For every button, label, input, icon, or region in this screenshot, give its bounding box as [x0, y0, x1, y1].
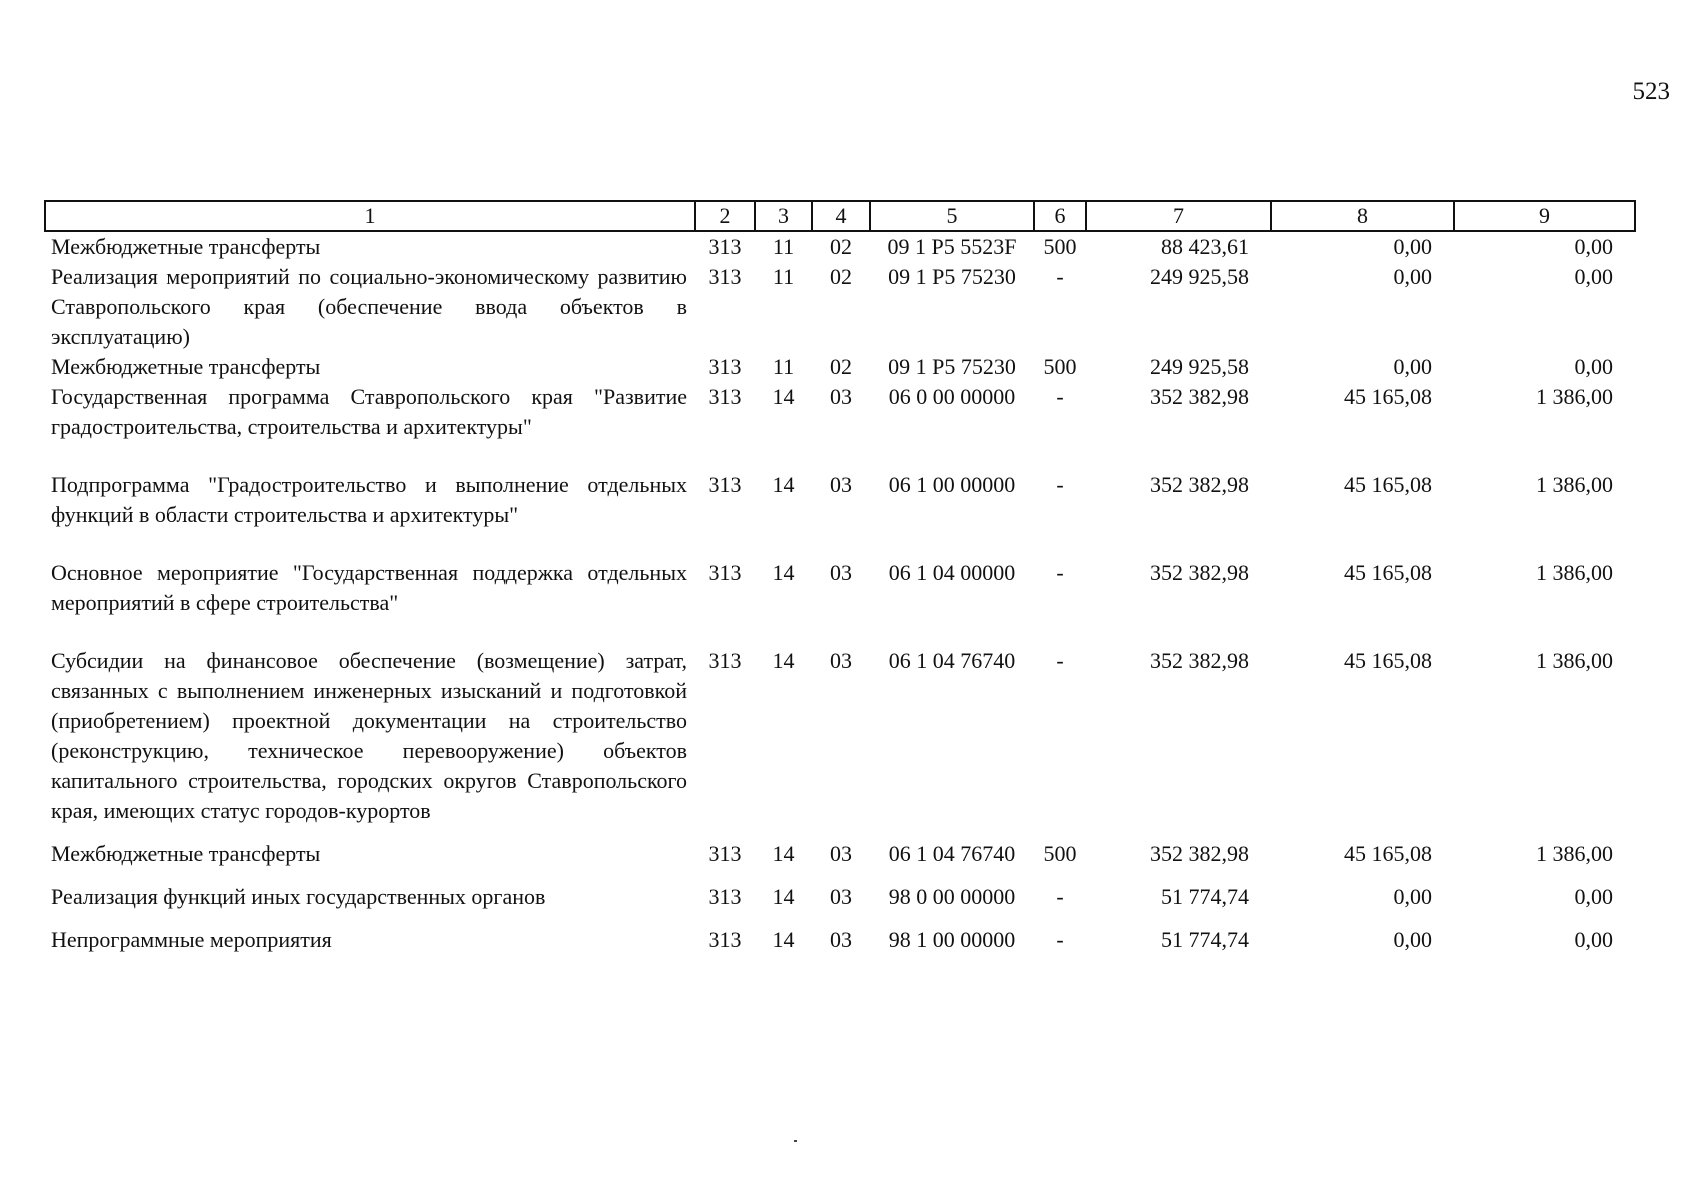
row-amount-8: 0,00	[1393, 927, 1432, 952]
row-amount-7: 51 774,74	[1161, 927, 1249, 952]
table-row	[45, 262, 1635, 352]
table-row	[45, 382, 1635, 470]
table-row	[45, 470, 1635, 558]
row-code-6: -	[1056, 648, 1064, 673]
column-header-7: 7	[1086, 201, 1271, 231]
row-code-3: 11	[772, 234, 795, 259]
row-code-2: 313	[708, 354, 742, 379]
row-code-4: 03	[830, 560, 852, 585]
row-code-4: 03	[830, 841, 852, 866]
row-amount-9: 1 386,00	[1536, 384, 1613, 409]
row-code-3: 11	[772, 264, 795, 289]
row-code-3: 11	[772, 354, 795, 379]
table-row	[45, 558, 1635, 646]
row-amount-8: 45 165,08	[1344, 560, 1432, 585]
row-name: Реализация функций иных государственных органов	[51, 884, 546, 909]
column-header-9: 9	[1454, 201, 1635, 231]
page-number: 523	[1632, 78, 1670, 105]
table-row	[45, 352, 1635, 382]
row-code-6: -	[1056, 264, 1064, 289]
table-row	[45, 646, 1635, 839]
row-code-2: 313	[708, 841, 742, 866]
row-amount-9: 0,00	[1574, 264, 1613, 289]
row-name: Межбюджетные трансферты	[51, 234, 321, 259]
row-code-4: 02	[830, 354, 852, 379]
row-code-4: 03	[830, 927, 852, 952]
row-code-4: 02	[830, 234, 852, 259]
row-code-5: 06 1 00 00000	[888, 472, 1016, 497]
row-code-2: 313	[708, 472, 742, 497]
row-code-3: 14	[772, 841, 795, 866]
row-code-3: 14	[772, 648, 795, 673]
row-amount-7: 352 382,98	[1150, 841, 1249, 866]
row-amount-8: 45 165,08	[1344, 384, 1432, 409]
row-amount-8: 0,00	[1393, 264, 1432, 289]
row-code-5: 06 1 04 76740	[888, 648, 1016, 673]
row-amount-7: 249 925,58	[1150, 264, 1249, 289]
row-code-3: 14	[772, 560, 795, 585]
row-code-2: 313	[708, 384, 742, 409]
budget-table	[44, 200, 1636, 955]
row-code-4: 03	[830, 384, 852, 409]
row-code-4: 03	[830, 884, 852, 909]
row-code-3: 14	[772, 884, 795, 909]
row-name: Межбюджетные трансферты	[51, 841, 321, 866]
row-code-6: -	[1056, 384, 1064, 409]
row-code-6: 500	[1043, 234, 1077, 259]
row-amount-7: 352 382,98	[1150, 384, 1249, 409]
row-code-6: -	[1056, 560, 1064, 585]
row-code-6: -	[1056, 927, 1064, 952]
row-code-2: 313	[708, 884, 742, 909]
row-code-2: 313	[708, 264, 742, 289]
table-row	[45, 882, 1635, 925]
row-code-5: 06 1 04 76740	[888, 841, 1016, 866]
row-amount-9: 1 386,00	[1536, 560, 1613, 585]
row-amount-9: 1 386,00	[1536, 648, 1613, 673]
row-amount-7: 88 423,61	[1161, 234, 1249, 259]
row-amount-8: 45 165,08	[1344, 841, 1432, 866]
table-header-row	[45, 201, 1635, 231]
column-header-2: 2	[695, 201, 755, 231]
row-code-2: 313	[708, 234, 742, 259]
row-amount-9: 1 386,00	[1536, 472, 1613, 497]
table-row	[45, 925, 1635, 955]
column-header-3: 3	[755, 201, 812, 231]
row-code-5: 98 0 00 00000	[888, 884, 1016, 909]
scan-artifact-dot	[794, 1140, 797, 1142]
row-amount-9: 1 386,00	[1536, 841, 1613, 866]
column-header-5: 5	[870, 201, 1034, 231]
row-code-5: 06 0 00 00000	[888, 384, 1016, 409]
row-amount-7: 352 382,98	[1150, 648, 1249, 673]
row-code-6: -	[1056, 472, 1064, 497]
row-code-6: 500	[1043, 354, 1077, 379]
row-amount-8: 0,00	[1393, 884, 1432, 909]
row-code-5: 09 1 P5 5523F	[887, 234, 1017, 259]
row-code-3: 14	[772, 472, 795, 497]
row-amount-9: 0,00	[1574, 884, 1613, 909]
row-code-5: 98 1 00 00000	[888, 927, 1016, 952]
row-code-4: 03	[830, 472, 852, 497]
row-name: Подпрограмма "Градостроительство и выполнение отдельных функций в области строительства и архитектуры"	[51, 472, 687, 527]
column-header-8: 8	[1271, 201, 1454, 231]
row-amount-7: 249 925,58	[1150, 354, 1249, 379]
column-header-6: 6	[1034, 201, 1086, 231]
row-name: Непрограммные мероприятия	[51, 927, 332, 952]
row-code-5: 09 1 P5 75230	[888, 354, 1016, 379]
row-name: Реализация мероприятий по социально-экономическому развитию Ставропольского края (обеспечение ввода объектов в эксплуатацию)	[51, 264, 687, 349]
row-amount-8: 0,00	[1393, 234, 1432, 259]
row-amount-8: 45 165,08	[1344, 648, 1432, 673]
row-name: Государственная программа Ставропольского края "Развитие градостроительства, строительства и архитектуры"	[51, 384, 687, 439]
table-row	[45, 839, 1635, 882]
row-code-2: 313	[708, 648, 742, 673]
row-code-3: 14	[772, 927, 795, 952]
row-code-3: 14	[772, 384, 795, 409]
column-header-4: 4	[812, 201, 870, 231]
table-row	[45, 231, 1635, 262]
row-code-4: 03	[830, 648, 852, 673]
row-code-2: 313	[708, 560, 742, 585]
row-name: Межбюджетные трансферты	[51, 354, 321, 379]
row-amount-8: 0,00	[1393, 354, 1432, 379]
row-amount-9: 0,00	[1574, 927, 1613, 952]
row-amount-7: 352 382,98	[1150, 560, 1249, 585]
column-header-1: 1	[45, 201, 695, 231]
row-name: Основное мероприятие "Государственная поддержка отдельных мероприятий в сфере строительства"	[51, 560, 687, 615]
row-amount-9: 0,00	[1574, 234, 1613, 259]
row-code-2: 313	[708, 927, 742, 952]
row-amount-8: 45 165,08	[1344, 472, 1432, 497]
row-amount-7: 352 382,98	[1150, 472, 1249, 497]
row-amount-7: 51 774,74	[1161, 884, 1249, 909]
row-code-4: 02	[830, 264, 852, 289]
row-code-6: -	[1056, 884, 1064, 909]
row-code-5: 09 1 P5 75230	[888, 264, 1016, 289]
row-code-5: 06 1 04 00000	[888, 560, 1016, 585]
row-name: Субсидии на финансовое обеспечение (возмещение) затрат, связанных с выполнением инженерных изысканий и подготовкой (приобретением) проектной документации на строительство (реконструкцию, техническое перевооружение) объектов капитального строительства, городских округов Ставропольского края, имеющих статус городов-курортов	[51, 648, 687, 823]
row-amount-9: 0,00	[1574, 354, 1613, 379]
row-code-6: 500	[1043, 841, 1077, 866]
